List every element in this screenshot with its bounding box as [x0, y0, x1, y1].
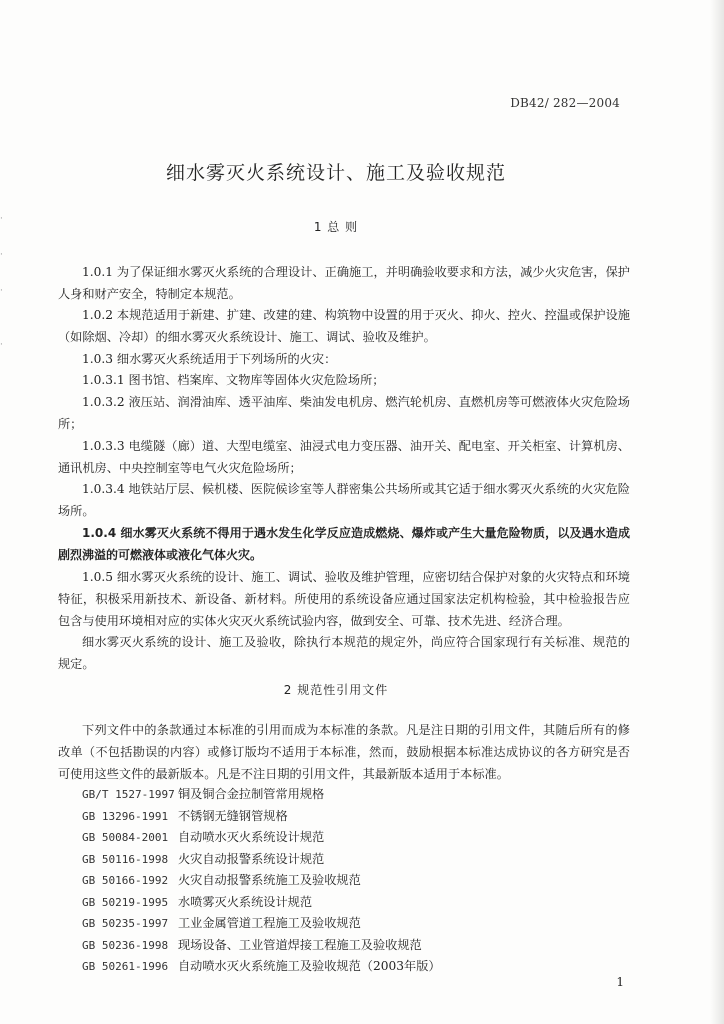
reference-code: GB 50261-1996	[82, 960, 169, 973]
reference-item	[82, 784, 622, 806]
margin-scan-marks: · · · ·	[0, 214, 3, 350]
reference-item	[82, 870, 622, 892]
clause-1-0-3-3: 1.0.3.3 电缆隧（廊）道、大型电缆室、油浸式电力变压器、油开关、配电室、开关柜室、计算机房、通讯机房、中央控制室等电气火灾危险场所；	[58, 439, 630, 475]
clause-1-0-4-mandatory: 1.0.4 细水雾灭火系统不得用于遇水发生化学反应造成燃烧、爆炸或产生大量危险物质，以及遇水造成剧烈沸溢的可燃液体或液化气体火灾。	[58, 526, 630, 562]
reference-title: 自动喷水灭火系统施工及验收规范（2003年版）	[178, 959, 441, 973]
reference-code: GB 50166-1992	[82, 874, 169, 887]
reference-item	[82, 935, 622, 957]
references-intro: 下列文件中的条款通过本标准的引用而成为本标准的条款。凡是注日期的引用文件，其随后所有的修改单（不包括勘误的内容）或修订版均不适用于本标准，然而，鼓励根据本标准达成协议的各方研究是否可使用这些文件的最新版本。凡是不注日期的引用文件，其最新版本适用于本标准。	[58, 723, 630, 781]
reference-list	[82, 784, 622, 978]
reference-title: 火灾自动报警系统施工及验收规范	[178, 873, 361, 887]
reference-code: GB 50235-1997	[82, 917, 169, 930]
page-title: 细水雾灭火系统设计、施工及验收规范	[165, 162, 506, 184]
reference-item	[82, 913, 622, 935]
reference-title: 自动喷水灭火系统设计规范	[178, 830, 325, 844]
reference-code: GB 50236-1998	[82, 938, 169, 952]
reference-title: 现场设备、工业管道焊接工程施工及验收规范	[178, 937, 422, 952]
reference-item	[82, 827, 622, 849]
reference-code: GB 50084-2001	[82, 831, 169, 844]
page-number: 1	[616, 975, 624, 989]
clause-1-0-5: 1.0.5 细水雾灭火系统的设计、施工、调试、验收及维护管理，应密切结合保护对象的火灾特点和环境特征，积极采用新技术、新设备、新材料。所使用的系统设备应通过国家法定机构检验，其中检验报告应包含与使用环境相对应的实体火灾灭火系统试验内容，做到安全、可靠、技术先进、经济合理。	[58, 570, 630, 628]
reference-code: GB 13296-1991	[82, 809, 169, 823]
reference-code: GB/T 1527-1997	[82, 788, 175, 801]
reference-item	[82, 956, 622, 978]
section-2-heading: 2 规范性引用文件	[283, 683, 389, 697]
page-edge-shadow	[710, 0, 724, 1024]
reference-title: 水喷雾灭火系统设计规范	[178, 894, 313, 909]
reference-title: 不锈钢无缝钢管规格	[178, 808, 288, 823]
clause-scope-note: 细水雾灭火系统的设计、施工及验收，除执行本规范的规定外，尚应符合国家现行有关标准、规范的规定。	[58, 635, 630, 671]
clause-1-0-1: 1.0.1 为了保证细水雾灭火系统的合理设计、正确施工，并明确验收要求和方法，减少火灾危害，保护人身和财产安全，特制定本规范。	[58, 265, 630, 301]
clause-1-0-3-4: 1.0.3.4 地铁站厅层、候机楼、医院候诊室等人群密集公共场所或其它适于细水雾灭火系统的火灾危险场所。	[58, 482, 630, 518]
reference-item	[82, 849, 622, 871]
document-code: DB42/ 282—2004	[510, 96, 620, 110]
reference-title: 火灾自动报警系统设计规范	[178, 851, 325, 866]
reference-title: 铜及铜合金拉制管常用规格	[178, 787, 325, 801]
reference-title: 工业金属管道工程施工及验收规范	[178, 916, 361, 930]
reference-item	[82, 806, 622, 828]
clause-1-0-3-2: 1.0.3.2 液压站、润滑油库、透平油库、柴油发电机房、燃汽轮机房、直燃机房等可燃液体火灾危险场所；	[58, 395, 630, 431]
clause-1-0-2: 1.0.2 本规范适用于新建、扩建、改建的建、构筑物中设置的用于灭火、抑火、控火、控温或保护设施（如除烟、冷却）的细水雾灭火系统设计、施工、调试、验收及维护。	[58, 308, 630, 344]
reference-code: GB 50116-1998	[82, 852, 169, 866]
reference-item	[82, 892, 622, 914]
clause-1-0-3-1: 1.0.3.1 图书馆、档案库、文物库等固体火灾危险场所；	[82, 373, 385, 387]
section-1-heading: 1 总 则	[313, 220, 359, 234]
reference-code: GB 50219-1995	[82, 895, 169, 909]
clause-1-0-3: 1.0.3 细水雾灭火系统适用于下列场所的火灾：	[82, 352, 337, 366]
